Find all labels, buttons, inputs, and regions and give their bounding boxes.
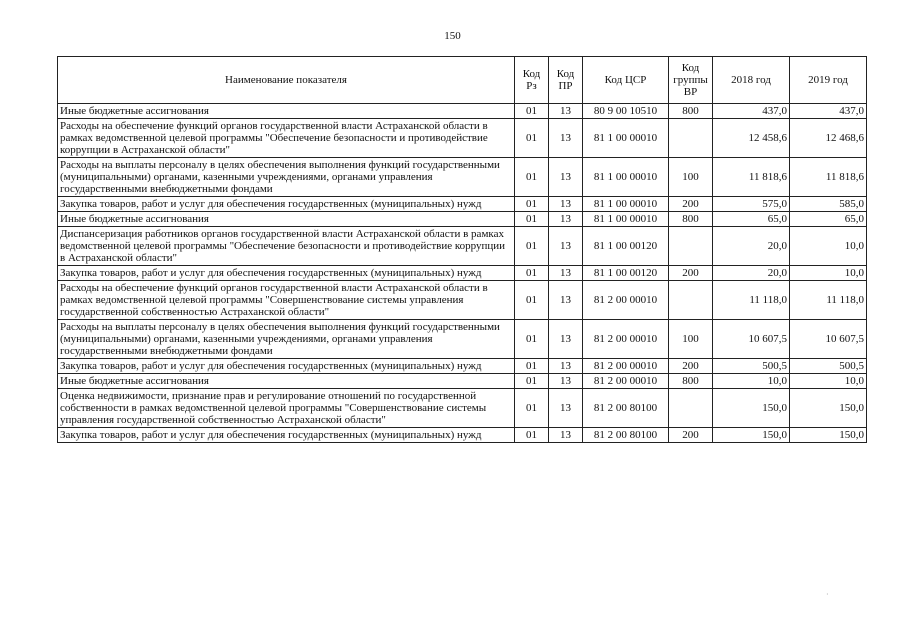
cell-name: Оценка недвижимости, признание прав и регулирование отношений по государственной собственности в рамках ведомственной целевой программы "Совершенствование системы управления государственной собственностью Астраханской области" bbox=[58, 389, 515, 428]
cell-2019: 437,0 bbox=[790, 104, 867, 119]
page-number: 150 bbox=[444, 30, 461, 42]
cell-csr: 81 1 00 00010 bbox=[583, 158, 669, 197]
cell-csr: 81 2 00 00010 bbox=[583, 281, 669, 320]
cell-2018: 65,0 bbox=[713, 212, 790, 227]
cell-name: Иные бюджетные ассигнования bbox=[58, 374, 515, 389]
cell-2018: 10,0 bbox=[713, 374, 790, 389]
cell-pr: 13 bbox=[549, 320, 583, 359]
cell-name: Иные бюджетные ассигнования bbox=[58, 212, 515, 227]
cell-pr: 13 bbox=[549, 359, 583, 374]
cell-pr: 13 bbox=[549, 197, 583, 212]
cell-csr: 81 2 00 00010 bbox=[583, 320, 669, 359]
header-vr: Код группы ВР bbox=[669, 57, 713, 104]
cell-name: Закупка товаров, работ и услуг для обеспечения государственных (муниципальных) нужд bbox=[58, 266, 515, 281]
cell-pr: 13 bbox=[549, 104, 583, 119]
cell-rz: 01 bbox=[515, 212, 549, 227]
cell-rz: 01 bbox=[515, 266, 549, 281]
cell-2019: 585,0 bbox=[790, 197, 867, 212]
cell-2019: 11 118,0 bbox=[790, 281, 867, 320]
table-row bbox=[58, 389, 867, 428]
table-row bbox=[58, 227, 867, 266]
cell-rz: 01 bbox=[515, 389, 549, 428]
cell-2019: 10,0 bbox=[790, 374, 867, 389]
cell-pr: 13 bbox=[549, 266, 583, 281]
cell-name: Расходы на выплаты персоналу в целях обеспечения выполнения функций государственными (муниципальными) органами, казенными учреждениями, органами управления государственными внебюджетными фондами bbox=[58, 320, 515, 359]
cell-csr: 81 1 00 00010 bbox=[583, 197, 669, 212]
cell-vr bbox=[669, 119, 713, 158]
cell-vr: 200 bbox=[669, 359, 713, 374]
cell-2019: 150,0 bbox=[790, 389, 867, 428]
cell-2019: 150,0 bbox=[790, 428, 867, 443]
cell-2019: 65,0 bbox=[790, 212, 867, 227]
cell-csr: 81 2 00 80100 bbox=[583, 428, 669, 443]
cell-vr: 800 bbox=[669, 374, 713, 389]
cell-2018: 12 458,6 bbox=[713, 119, 790, 158]
cell-2018: 150,0 bbox=[713, 428, 790, 443]
cell-2018: 11 818,6 bbox=[713, 158, 790, 197]
cell-2019: 10 607,5 bbox=[790, 320, 867, 359]
cell-name: Закупка товаров, работ и услуг для обеспечения государственных (муниципальных) нужд bbox=[58, 359, 515, 374]
cell-2018: 575,0 bbox=[713, 197, 790, 212]
cell-pr: 13 bbox=[549, 389, 583, 428]
cell-csr: 81 2 00 00010 bbox=[583, 374, 669, 389]
cell-vr bbox=[669, 227, 713, 266]
cell-rz: 01 bbox=[515, 359, 549, 374]
cell-vr: 200 bbox=[669, 266, 713, 281]
header-rz: Код Рз bbox=[515, 57, 549, 104]
cell-2018: 437,0 bbox=[713, 104, 790, 119]
cell-pr: 13 bbox=[549, 119, 583, 158]
cell-vr bbox=[669, 389, 713, 428]
cell-rz: 01 bbox=[515, 197, 549, 212]
table-header-row bbox=[58, 57, 867, 104]
cell-csr: 81 1 00 00120 bbox=[583, 227, 669, 266]
cell-rz: 01 bbox=[515, 104, 549, 119]
table-body bbox=[58, 104, 867, 443]
cell-name: Расходы на обеспечение функций органов государственной власти Астраханской области в рамках ведомственной целевой программы "Обеспечение безопасности и противодействие коррупции в Астраханской области" bbox=[58, 119, 515, 158]
cell-rz: 01 bbox=[515, 281, 549, 320]
table-row bbox=[58, 104, 867, 119]
table-row bbox=[58, 266, 867, 281]
cell-name: Расходы на выплаты персоналу в целях обеспечения выполнения функций государственными (муниципальными) органами, казенными учреждениями, органами управления государственными внебюджетными фондами bbox=[58, 158, 515, 197]
scan-mark: · bbox=[826, 590, 829, 599]
cell-2019: 11 818,6 bbox=[790, 158, 867, 197]
header-2019: 2019 год bbox=[790, 57, 867, 104]
cell-pr: 13 bbox=[549, 281, 583, 320]
table-row bbox=[58, 119, 867, 158]
cell-rz: 01 bbox=[515, 320, 549, 359]
cell-2018: 500,5 bbox=[713, 359, 790, 374]
cell-name: Закупка товаров, работ и услуг для обеспечения государственных (муниципальных) нужд bbox=[58, 197, 515, 212]
cell-pr: 13 bbox=[549, 212, 583, 227]
cell-name: Закупка товаров, работ и услуг для обеспечения государственных (муниципальных) нужд bbox=[58, 428, 515, 443]
cell-2019: 10,0 bbox=[790, 266, 867, 281]
cell-rz: 01 bbox=[515, 158, 549, 197]
cell-2018: 20,0 bbox=[713, 266, 790, 281]
cell-2018: 11 118,0 bbox=[713, 281, 790, 320]
header-2018: 2018 год bbox=[713, 57, 790, 104]
cell-2018: 10 607,5 bbox=[713, 320, 790, 359]
cell-csr: 81 2 00 00010 bbox=[583, 359, 669, 374]
table-row bbox=[58, 197, 867, 212]
cell-vr: 200 bbox=[669, 428, 713, 443]
cell-rz: 01 bbox=[515, 428, 549, 443]
header-csr: Код ЦСР bbox=[583, 57, 669, 104]
cell-vr bbox=[669, 281, 713, 320]
table-row bbox=[58, 428, 867, 443]
cell-name: Диспансеризация работников органов государственной власти Астраханской области в рамках ведомственной целевой программы "Обеспечение безопасности и противодействие коррупции в Астраханской области" bbox=[58, 227, 515, 266]
cell-rz: 01 bbox=[515, 374, 549, 389]
cell-2019: 12 468,6 bbox=[790, 119, 867, 158]
cell-vr: 200 bbox=[669, 197, 713, 212]
cell-csr: 81 1 00 00010 bbox=[583, 212, 669, 227]
table-row bbox=[58, 158, 867, 197]
table-row bbox=[58, 374, 867, 389]
table-row bbox=[58, 320, 867, 359]
cell-vr: 100 bbox=[669, 320, 713, 359]
table-row bbox=[58, 212, 867, 227]
cell-csr: 80 9 00 10510 bbox=[583, 104, 669, 119]
cell-2019: 500,5 bbox=[790, 359, 867, 374]
cell-2018: 20,0 bbox=[713, 227, 790, 266]
header-name: Наименование показателя bbox=[58, 57, 515, 104]
cell-vr: 800 bbox=[669, 104, 713, 119]
cell-name: Расходы на обеспечение функций органов государственной власти Астраханской области в рамках ведомственной целевой программы "Совершенствование системы управления государственной собственностью Астраханской области" bbox=[58, 281, 515, 320]
cell-vr: 800 bbox=[669, 212, 713, 227]
cell-pr: 13 bbox=[549, 374, 583, 389]
header-pr: Код ПР bbox=[549, 57, 583, 104]
table-row bbox=[58, 281, 867, 320]
cell-pr: 13 bbox=[549, 158, 583, 197]
cell-csr: 81 1 00 00010 bbox=[583, 119, 669, 158]
cell-name: Иные бюджетные ассигнования bbox=[58, 104, 515, 119]
cell-rz: 01 bbox=[515, 119, 549, 158]
cell-pr: 13 bbox=[549, 227, 583, 266]
budget-table bbox=[57, 56, 867, 443]
cell-csr: 81 2 00 80100 bbox=[583, 389, 669, 428]
cell-pr: 13 bbox=[549, 428, 583, 443]
table-row bbox=[58, 359, 867, 374]
cell-csr: 81 1 00 00120 bbox=[583, 266, 669, 281]
cell-2018: 150,0 bbox=[713, 389, 790, 428]
cell-rz: 01 bbox=[515, 227, 549, 266]
cell-2019: 10,0 bbox=[790, 227, 867, 266]
cell-vr: 100 bbox=[669, 158, 713, 197]
